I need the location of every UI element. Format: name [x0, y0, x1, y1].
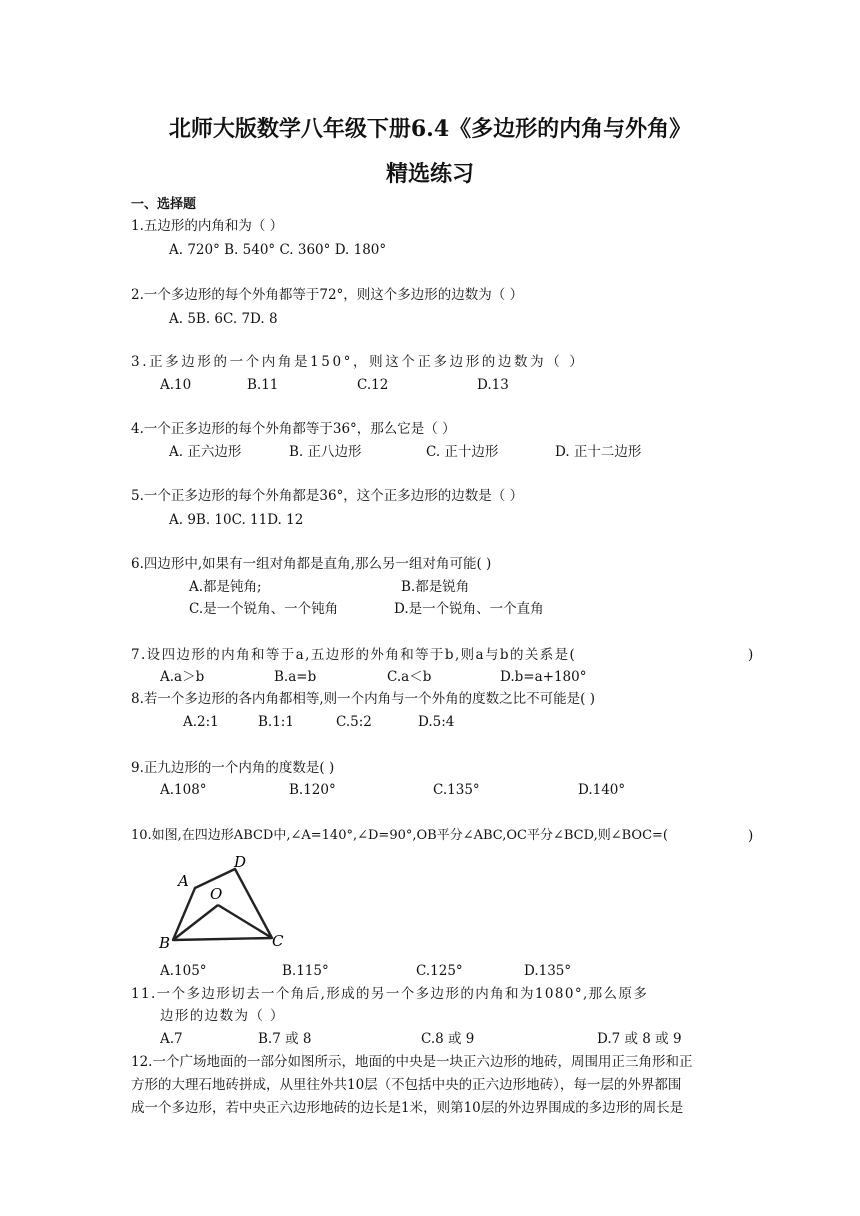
- question-6-option-a: A.都是钝角;: [189, 579, 262, 595]
- section-heading: 一、选择题: [131, 197, 197, 212]
- question-12-line3: 成一个多边形，若中央正六边形地砖的边长是1米，则第10层的外边界围成的多边形的周长是: [131, 1100, 684, 1116]
- question-8-option-a: A.2:1: [183, 714, 219, 730]
- question-11-option-d: D.7 或 8 或 9: [597, 1031, 682, 1047]
- question-11-stem-line1: 11.一个多边形切去一个角后,形成的另一个多边形的内角和为1080°,那么原多: [131, 986, 649, 1002]
- question-6-option-c: C.是一个锐角、一个钝角: [189, 601, 339, 617]
- question-4-stem: 4.一个正多边形的每个外角都等于36°，那么它是（ ）: [131, 421, 456, 437]
- question-3-option-c: C.12: [357, 377, 389, 393]
- question-11-option-a: A.7: [160, 1031, 183, 1047]
- question-12-line1: 12.一个广场地面的一部分如图所示，地面的中央是一块正六边形的地砖，周围用正三角形和正: [131, 1054, 693, 1070]
- question-8-stem: 8.若一个多边形的各内角都相等,则一个内角与一个外角的度数之比不可能是( ): [131, 691, 595, 707]
- question-11-stem-line2: 边形的边数为（ ）: [160, 1008, 285, 1024]
- question-9-stem: 9.正九边形的一个内角的度数是( ): [131, 760, 335, 776]
- question-7-option-c: C.a＜b: [387, 669, 432, 685]
- question-7-option-a: A.a＞b: [160, 669, 205, 685]
- question-10-stem: 10.如图,在四边形ABCD中,∠A=140°,∠D=90°,OB平分∠ABC,OC平分∠BCD,则∠BOC=(: [131, 828, 668, 843]
- question-7-option-b: B.a=b: [274, 669, 317, 685]
- question-6-option-d: D.是一个锐角、一个直角: [394, 601, 544, 617]
- question-9-option-a: A.108°: [160, 782, 207, 798]
- label-a: A: [178, 872, 189, 890]
- question-9-option-c: C.135°: [433, 782, 480, 798]
- question-7-option-d: D.b=a+180°: [500, 669, 587, 685]
- question-8-option-c: C.5:2: [336, 714, 372, 730]
- label-o: O: [210, 885, 223, 903]
- question-9-option-d: D.140°: [578, 782, 626, 798]
- question-2-options: A. 5B. 6C. 7D. 8: [169, 311, 278, 327]
- quadrilateral-figure: [150, 848, 290, 954]
- question-10-option-c: C.125°: [416, 963, 463, 979]
- document-title: 北师大版数学八年级下册6.4《多边形的内角与外角》: [168, 116, 692, 142]
- question-3-option-b: B.11: [247, 377, 279, 393]
- question-11-option-c: C.8 或 9: [421, 1031, 475, 1047]
- question-10-option-a: A.105°: [160, 963, 207, 979]
- question-1-stem: 1.五边形的内角和为（ ）: [131, 218, 284, 234]
- label-d: D: [234, 853, 247, 871]
- question-4-option-a: A. 正六边形: [169, 444, 242, 460]
- question-3-option-d: D.13: [477, 377, 509, 393]
- document-subtitle: 精选练习: [385, 161, 474, 187]
- question-6-stem: 6.四边形中,如果有一组对角都是直角,那么另一组对角可能( ): [131, 556, 492, 572]
- question-4-option-b: B. 正八边形: [289, 444, 362, 460]
- question-11-option-b: B.7 或 8: [258, 1031, 312, 1047]
- question-5-options: A. 9B. 10C. 11D. 12: [169, 512, 304, 528]
- question-3-stem: 3.正多边形的一个内角是150°，则这个正多边形的边数为（ ）: [131, 354, 586, 370]
- question-7-close-paren: ): [748, 647, 754, 663]
- question-6-option-b: B.都是锐角: [401, 579, 470, 595]
- label-b: B: [159, 934, 171, 952]
- question-3-option-a: A.10: [160, 377, 192, 393]
- question-9-option-b: B.120°: [289, 782, 336, 798]
- label-c: C: [272, 932, 284, 950]
- question-8-option-b: B.1:1: [258, 714, 294, 730]
- question-10-option-b: B.115°: [282, 963, 329, 979]
- question-4-option-c: C. 正十边形: [426, 444, 499, 460]
- question-4-option-d: D. 正十二边形: [555, 444, 642, 460]
- question-2-stem: 2.一个多边形的每个外角都等于72°，则这个多边形的边数为（ ）: [131, 287, 524, 303]
- question-10-close-paren: ): [748, 828, 754, 844]
- question-10-option-d: D.135°: [524, 963, 572, 979]
- question-1-options: A. 720° B. 540° C. 360° D. 180°: [169, 242, 387, 258]
- question-7-stem: 7.设四边形的内角和等于a,五边形的外角和等于b,则a与b的关系是(: [131, 647, 577, 663]
- question-12-line2: 方形的大理石地砖拼成，从里往外共10层（不包括中央的正六边形地砖），每一层的外界都围: [131, 1077, 682, 1093]
- question-8-option-d: D.5:4: [418, 714, 455, 730]
- question-5-stem: 5.一个正多边形的每个外角都是36°，这个正多边形的边数是（ ）: [131, 488, 524, 504]
